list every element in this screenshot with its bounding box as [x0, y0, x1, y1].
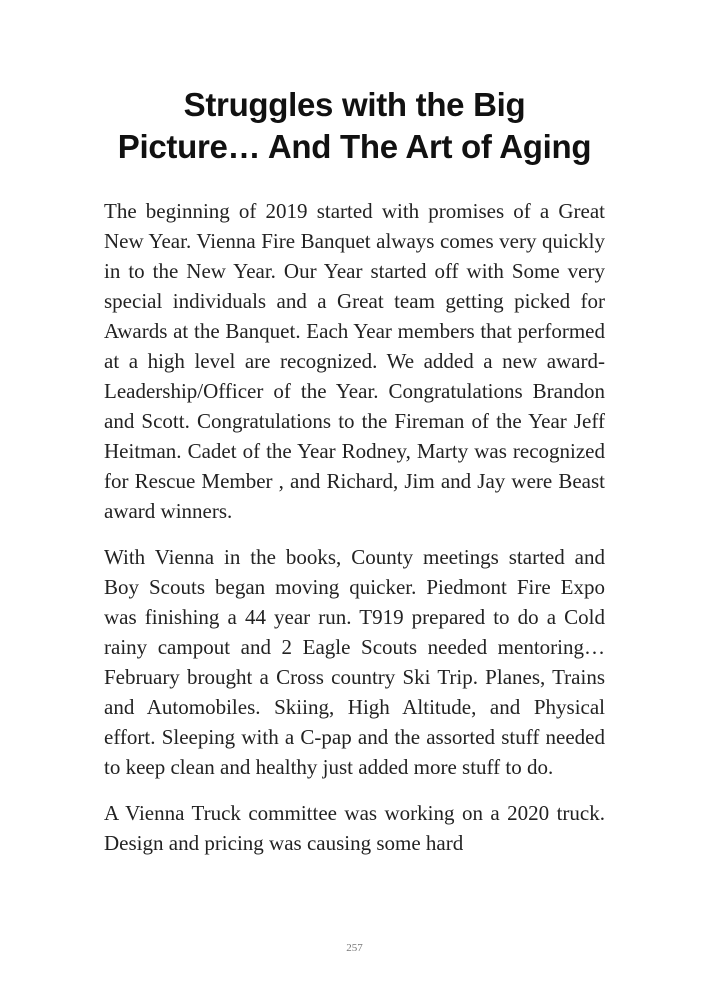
chapter-title-line-1: Struggles with the Big [183, 86, 526, 123]
chapter-title [80, 84, 629, 168]
chapter-title-line-2: Picture… And The Art of Aging [117, 128, 592, 165]
paragraph-3: A Vienna Truck committee was working on a 2020 truck. Design and pricing was causing some hard [104, 801, 605, 855]
page-number: 257 [346, 942, 363, 954]
body-text [104, 196, 605, 874]
paragraph-1: The beginning of 2019 started with promises of a Great New Year. Vienna Fire Banquet always comes very quickly in to the New Year. Our Year started off with Some very special individuals and a Great team getting picked for Awards at the Banquet. Each Year members that performed at a high level are recognized. We added a new award-Leadership/Officer of the Year. Congratulations Brandon and Scott. Congratulations to the Fireman of the Year Jeff Heitman. Cadet of the Year Rodney, Marty was recognized for Rescue Member , and Richard, Jim and Jay were Beast award winners. [104, 199, 605, 523]
paragraph-2: With Vienna in the books, County meetings started and Boy Scouts began moving quicker. Piedmont Fire Expo was finishing a 44 year run. T919 prepared to do a Cold rainy campout and 2 Eagle Scouts needed mentoring…February brought a Cross country Ski Trip. Planes, Trains and Automobiles. Skiing, High Altitude, and Physical effort. Sleeping with a C-pap and the assorted stuff needed to keep clean and healthy just added more stuff to do. [104, 545, 605, 779]
